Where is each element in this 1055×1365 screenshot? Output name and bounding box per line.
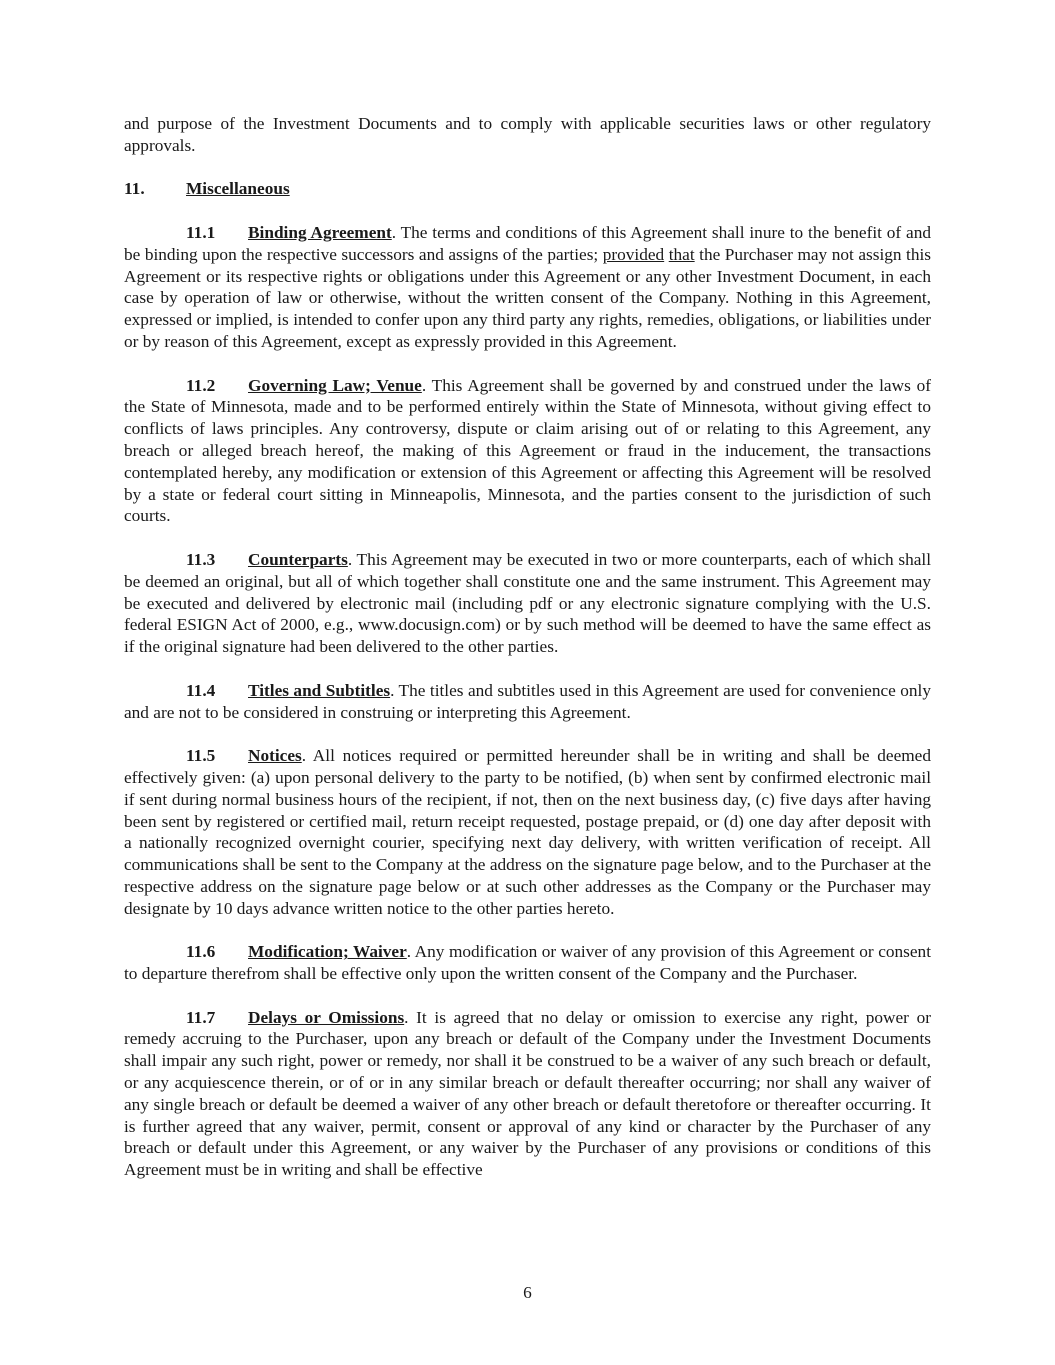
section-title: Miscellaneous xyxy=(186,179,290,199)
document-page xyxy=(124,113,931,1203)
paragraph-text: . Any modification or waiver of any provision of this Agreement or consent to departure therefrom shall be effective only upon the written consent of the Company and the Purchaser. xyxy=(124,942,931,984)
paragraph-text: . This Agreement may be executed in two or more counterparts, each of which shall be deemed an original, but all of which together shall constitute one and the same instrument. This Agreement may be executed and delivered by electronic mail (including pdf or any electronic signature complying with the U.S. federal ESIGN Act of 2000, e.g., www.docusign.com) or by such method will be deemed to have the same effect as if the original signature had been delivered to the other parties. xyxy=(124,549,931,657)
paragraph-heading: Delays or Omissions xyxy=(248,1007,405,1027)
paragraph-11-6 xyxy=(124,941,931,985)
provided-term: provided xyxy=(602,244,665,264)
paragraph-text: . This Agreement shall be governed by and construed under the laws of the State of Minnesota, made and to be performed entirely within the State of Minnesota, without giving effect to conflicts of laws principles. Any controversy, dispute or claim arising out of or relating to this Agreement, any breach or alleged breach hereof, the making of this Agreement or fraud in the inducement, the transactions contemplated hereby, any modification or extension of this Agreement or affecting this Agreement will be resolved by a state or federal court sitting in Minneapolis, Minnesota, and the parties consent to the jurisdiction of such courts. xyxy=(124,375,931,526)
that-term: that xyxy=(668,244,695,264)
intro-paragraph: and purpose of the Investment Documents and to comply with applicable securities laws or other regulatory approvals. xyxy=(124,114,931,155)
paragraph-11-1 xyxy=(124,222,931,353)
paragraph-text: . The terms and conditions of this Agreement shall inure to the benefit of and be binding upon the respective successors and assigns of the parties; xyxy=(124,222,931,264)
paragraph-heading: Modification; Waiver xyxy=(248,942,407,962)
paragraph-heading: Notices xyxy=(248,746,302,766)
paragraph-heading: Counterparts xyxy=(248,549,348,569)
paragraph-number: 11.1 xyxy=(186,222,216,242)
page-number: 6 xyxy=(523,1283,532,1302)
paragraph-text: . All notices required or permitted hereunder shall be in writing and shall be deemed effectively given: (a) upon personal delivery to the party to be notified, (b) when sent by confirmed electronic mail if sent during normal business hours of the recipient, if not, then on the next business day, (c) five days after having been sent by registered or certified mail, return receipt requested, postage prepaid, or (d) one day after deposit with a nationally recognized overnight courier, specifying next day delivery, with written verification of receipt. All communications shall be sent to the Company at the address on the signature page below, and to the Purchaser at the respective address on the signature page below or at such other addresses as the Company or the Purchaser may designate by 10 days advance written notice to the other parties hereto. xyxy=(124,746,931,918)
paragraph-11-4 xyxy=(124,680,931,724)
paragraph-number: 11.7 xyxy=(186,1007,216,1027)
paragraph-number: 11.6 xyxy=(186,942,216,962)
paragraph-11-2 xyxy=(124,375,931,528)
paragraph-heading: Titles and Subtitles xyxy=(248,680,391,700)
paragraph-number: 11.2 xyxy=(186,375,216,395)
paragraph-heading: Binding Agreement xyxy=(248,222,392,242)
section-number: 11. xyxy=(124,179,145,199)
paragraph-text: the Purchaser may not assign this Agreement or its respective rights or obligations under this Agreement or any other Investment Document, in each case by operation of law or otherwise, without the written consent of the Company. Nothing in this Agreement, expressed or implied, is intended to confer upon any third party any rights, remedies, obligations, or liabilities under or by reason of this Agreement, except as expressly provided in this Agreement. xyxy=(124,244,932,351)
paragraph-text: . It is agreed that no delay or omission to exercise any right, power or remedy accruing to the Purchaser, upon any breach or default of the Company under the Investment Documents shall impair any such right, power or remedy, nor shall it be construed to be a waiver of any such breach or default, or any acquiescence therein, or of or in any similar breach or default thereafter occurring; nor shall any waiver of any single breach or default be deemed a waiver of any other breach or default theretofore or thereafter occurring. It is further agreed that any waiver, permit, consent or approval of any kind or character by the Purchaser of any breach or default under this Agreement, or any waiver by the Purchaser of any provisions or conditions of this Agreement must be in writing and shall be effective xyxy=(124,1007,931,1180)
paragraph-11-3 xyxy=(124,549,931,658)
paragraph-number: 11.5 xyxy=(186,746,216,766)
section-heading xyxy=(124,178,931,200)
paragraph-text: . The titles and subtitles used in this Agreement are used for convenience only and are not to be considered in construing or interpreting this Agreement. xyxy=(124,680,931,722)
paragraph-number: 11.4 xyxy=(186,680,216,700)
paragraph-number: 11.3 xyxy=(186,549,216,569)
paragraph-11-5 xyxy=(124,745,931,919)
paragraph-heading: Governing Law; Venue xyxy=(248,375,422,395)
paragraph-11-7 xyxy=(124,1007,931,1181)
